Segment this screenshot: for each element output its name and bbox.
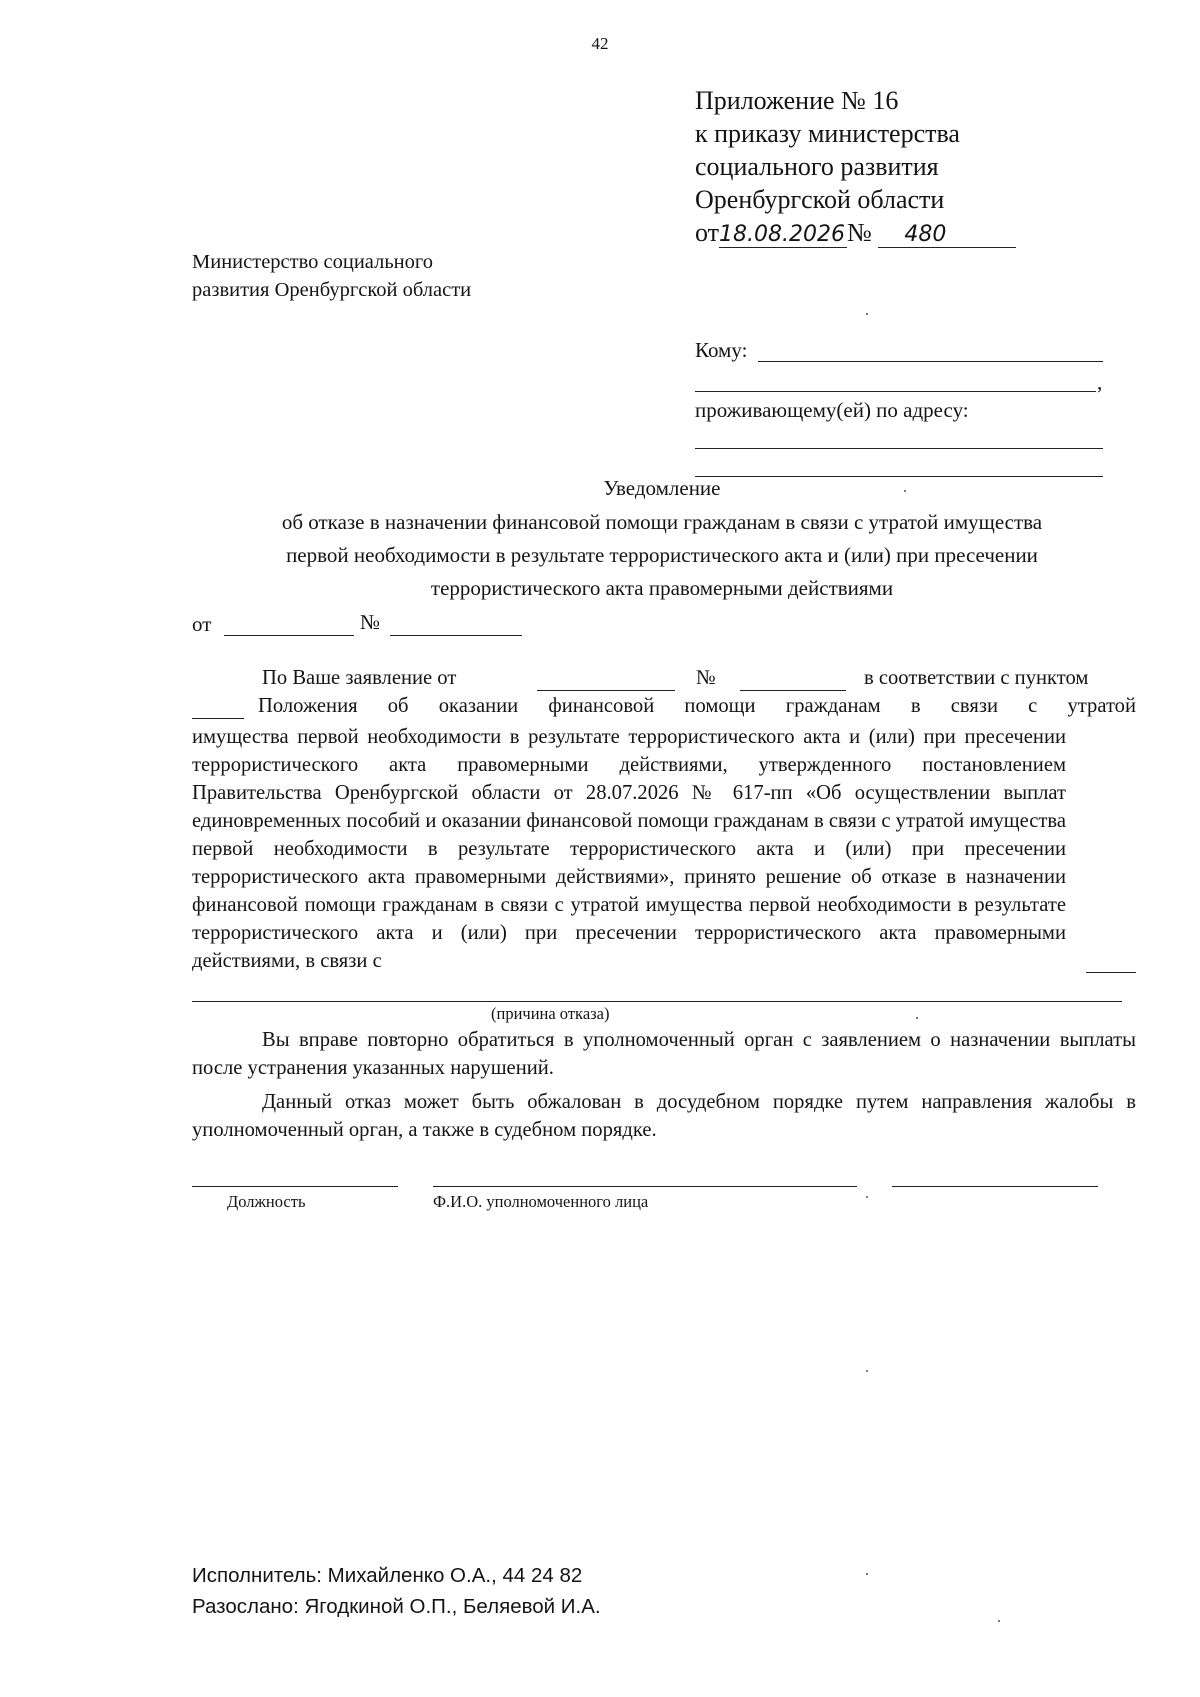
- page-number: 42: [591, 34, 609, 53]
- application-end: в соответствии с пунктом: [864, 667, 1089, 689]
- ministry-line-1: Министерство социального: [192, 251, 434, 273]
- scan-speck: [866, 1370, 868, 1372]
- position-caption: Должность: [227, 1192, 306, 1211]
- scan-speck: [866, 313, 868, 315]
- decision-text: [192, 723, 1136, 975]
- appendix-line-4: Оренбургской области: [695, 185, 945, 214]
- item-number-line: [192, 718, 244, 719]
- notice-title-line-2: первой необходимости в результате террористического акта и (или) при пресечении: [286, 543, 1038, 567]
- application-number-line: [740, 690, 846, 691]
- notice-number-line: [390, 635, 522, 636]
- ministry-line-2: развития Оренбургской области: [192, 279, 472, 301]
- appendix-block: [695, 84, 1016, 249]
- ministry-block: [192, 248, 471, 304]
- name-line: [433, 1186, 857, 1187]
- application-start: По Ваше заявление от: [262, 667, 457, 689]
- notice-heading: Уведомление: [603, 476, 721, 500]
- to-comma: ,: [1097, 370, 1103, 394]
- decision-paragraph: имущества первой необходимости в результате террористического акта и (или) при пресечении террористического акта правомерными действиями, утвержденного постановлением Правительства Оренбургской области от 28.07.2026 № 617-пп «Об осуществлении выплат единовременных пособий и оказании финансовой помощи гражданам в связи с утратой имущества первой необходимости в результате террористического акта и (или) при пресечении террористического акта правомерными действиями», принято решение об отказе в назначении финансовой помощи гражданам в связи с утратой имущества первой необходимости в результате террористического акта и (или) при пресечении террористического акта правомерными действиями, в связи с: [192, 726, 1066, 972]
- handwritten-date: 18.08.2026: [719, 223, 847, 248]
- footer-block: [192, 1560, 601, 1622]
- distribution-line: Разослано: Ягодкиной О.П., Беляевой И.А.: [192, 1595, 601, 1618]
- reason-caption: (причина отказа): [491, 1004, 610, 1023]
- scan-speck: [866, 1573, 868, 1575]
- rights-text: [192, 1026, 1136, 1144]
- appendix-line-1: Приложение № 16: [695, 86, 899, 115]
- position-line: [192, 1186, 398, 1187]
- to-field-line: [758, 361, 1103, 362]
- reason-line: [192, 1001, 1122, 1002]
- appendix-date-row: [695, 216, 1016, 249]
- appeal-paragraph: Данный отказ может быть обжалован в досудебном порядке путем направления жалобы в уполномоченный орган, а также в судебном порядке.: [192, 1091, 1136, 1141]
- scan-speck: [916, 1017, 918, 1019]
- appendix-line-2: к приказу министерства: [695, 119, 960, 148]
- notice-date-line: [224, 635, 354, 636]
- notice-title: [0, 506, 1200, 605]
- to-label: Кому:: [695, 338, 748, 362]
- appendix-number-prefix: №: [847, 218, 872, 247]
- scan-speck: [998, 1620, 1000, 1622]
- scan-speck: [866, 1196, 868, 1198]
- address-line-1: [695, 448, 1103, 449]
- regulation-line: Положения об оказании финансовой помощи гражданам в связи с утратой: [258, 695, 1136, 717]
- name-caption: Ф.И.О. уполномоченного лица: [433, 1192, 649, 1211]
- notice-title-line-3: террористического акта правомерными действиями: [430, 576, 894, 600]
- application-number-label: №: [696, 667, 716, 689]
- address-label: проживающему(ей) по адресу:: [695, 398, 969, 422]
- scan-speck: [904, 490, 906, 492]
- reason-inline-line: [1086, 972, 1136, 973]
- to-field-line-2: [695, 391, 1096, 392]
- application-date-line: [537, 690, 675, 691]
- reapply-paragraph: Вы вправе повторно обратиться в уполномоченный орган с заявлением о назначении выплаты после устранения указанных нарушений.: [192, 1029, 1136, 1079]
- notice-date-label: от: [192, 612, 212, 636]
- appendix-line-3: социального развития: [695, 152, 939, 181]
- appendix-date-prefix: от: [695, 218, 720, 247]
- notice-title-line-1: об отказе в назначении финансовой помощи гражданам в связи с утратой имущества: [281, 510, 1043, 534]
- signature-line: [892, 1186, 1098, 1187]
- notice-number-label: №: [360, 610, 381, 634]
- handwritten-number: 480: [878, 223, 1016, 248]
- executor-line: Исполнитель: Михайленко О.А., 44 24 82: [192, 1564, 583, 1587]
